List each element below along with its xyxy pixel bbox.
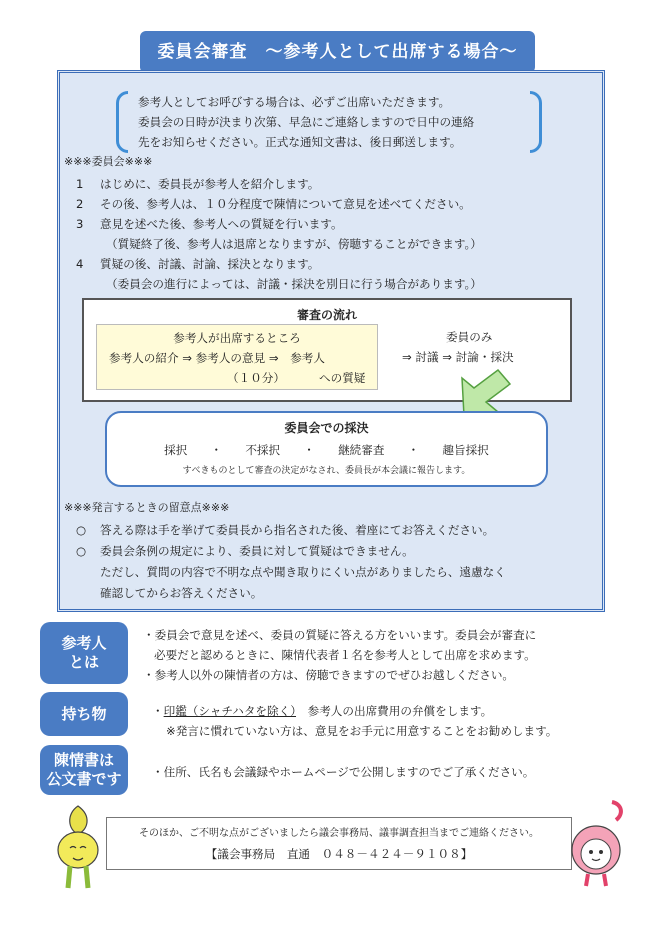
bring-item [152,704,492,718]
right-mascot-image [566,798,628,890]
step-text: 質疑の後、討議、討論、採決となります。 [100,257,320,271]
bring-label: 持ち物 [40,692,128,736]
page-title: 委員会審査 ～参考人として出席する場合～ [140,31,535,73]
remark-text: ただし、質問の内容で不明な点や聞き取りにくい点がありましたら、遠慮なく [100,565,506,579]
step-number: 4 [76,257,84,271]
step-text: その後、参考人は、１０分程度で陳情について意見を述べてください。 [100,197,471,211]
remark-mark: ○ [76,523,87,537]
vote-options: 採択 ・ 不採択 ・ 継続審査 ・ 趣旨採択 [164,443,489,457]
vote-title: 委員会での採決 [284,421,369,435]
step-number: 1 [76,177,84,191]
step-note: （委員会の進行によっては、討議・採決を別日に行う場合があります。） [106,277,482,291]
what-is-label-line: とは [68,653,99,671]
public-doc-label-line: 公文書です [46,770,122,788]
seal-item: 印鑑（シャチハタを除く） [163,704,297,718]
reference-label: 参考人が出席するところ [173,331,301,345]
reference-steps: 参考人の紹介 ⇒ 参考人の意見 ⇒ 参考人 [109,351,325,365]
what-is-line: ・委員会で意見を述べ、委員の質疑に答える方をいいます。委員会が審査に [143,628,537,642]
remark-text: 委員会条例の規定により、委員に対して質疑はできません。 [100,544,414,558]
intro-line: 先をお知らせください。正式な通知文書は、後日郵送します。 [138,135,462,149]
remarks-heading: ※※※発言するときの留意点※※※ [64,501,230,514]
left-bracket [116,91,128,153]
contact-box [106,817,572,870]
public-doc-label-line: 陳情書は [53,751,114,769]
public-doc-text: ・住所、氏名も会議録やホームページで公開しますのでご了承ください。 [152,765,535,779]
committee-heading: ※※※委員会※※※ [64,155,153,168]
what-is-label [40,622,128,684]
what-is-line: ・参考人以外の陳情者の方は、傍聴できますのでぜひお越しください。 [143,668,515,682]
members-label: 委員のみ [446,330,493,344]
bring-item-rest: 参考人の出席費用の弁償をします。 [296,704,493,718]
public-doc-label [40,745,128,795]
contact-line: そのほか、ご不明な点がございましたら議会事務局、議事調査担当までご連絡ください。 [139,828,539,839]
bring-bullet: ・ [152,704,164,718]
reference-qa: への質疑 [319,371,366,385]
vote-note: すべきものとして審査の決定がなされ、委員長が本会議に報告します。 [182,466,471,476]
left-mascot-image [48,800,108,892]
what-is-line: 必要だと認めるときに、陳情代表者１名を参考人として出席を求めます。 [154,648,536,662]
intro-line: 参考人としてお呼びする場合は、必ずご出席いただきます。 [138,95,451,109]
members-steps: ⇒ 討議 ⇒ 討論・採決 [402,350,514,364]
reference-duration: （１０分） [227,371,285,385]
step-number: 2 [76,197,84,211]
step-text: はじめに、委員長が参考人を紹介します。 [100,177,320,191]
reference-section [96,324,378,390]
remark-text: 答える際は手を挙げて委員長から指名された後、着座にてお答えください。 [100,523,495,537]
contact-phone: 【議会事務局 直通 ０４８－４２４－９１０８】 [205,847,473,861]
what-is-label-line: 参考人 [61,634,107,652]
remark-text: 確認してからお答えください。 [100,586,263,600]
step-number: 3 [76,217,84,231]
step-text: 意見を述べた後、参考人への質疑を行います。 [100,217,343,231]
remark-mark: ○ [76,544,87,558]
right-bracket [530,91,542,153]
bring-note: ※発言に慣れていない方は、意見をお手元に用意することをお勧めします。 [166,724,558,738]
vote-box [105,411,548,487]
flow-title: 審査の流れ [296,308,357,322]
intro-line: 委員会の日時が決まり次第、早急にご連絡しますので日中の連絡 [138,115,475,129]
step-note: （質疑終了後、参考人は退席となりますが、傍聴することができます。） [106,237,482,251]
